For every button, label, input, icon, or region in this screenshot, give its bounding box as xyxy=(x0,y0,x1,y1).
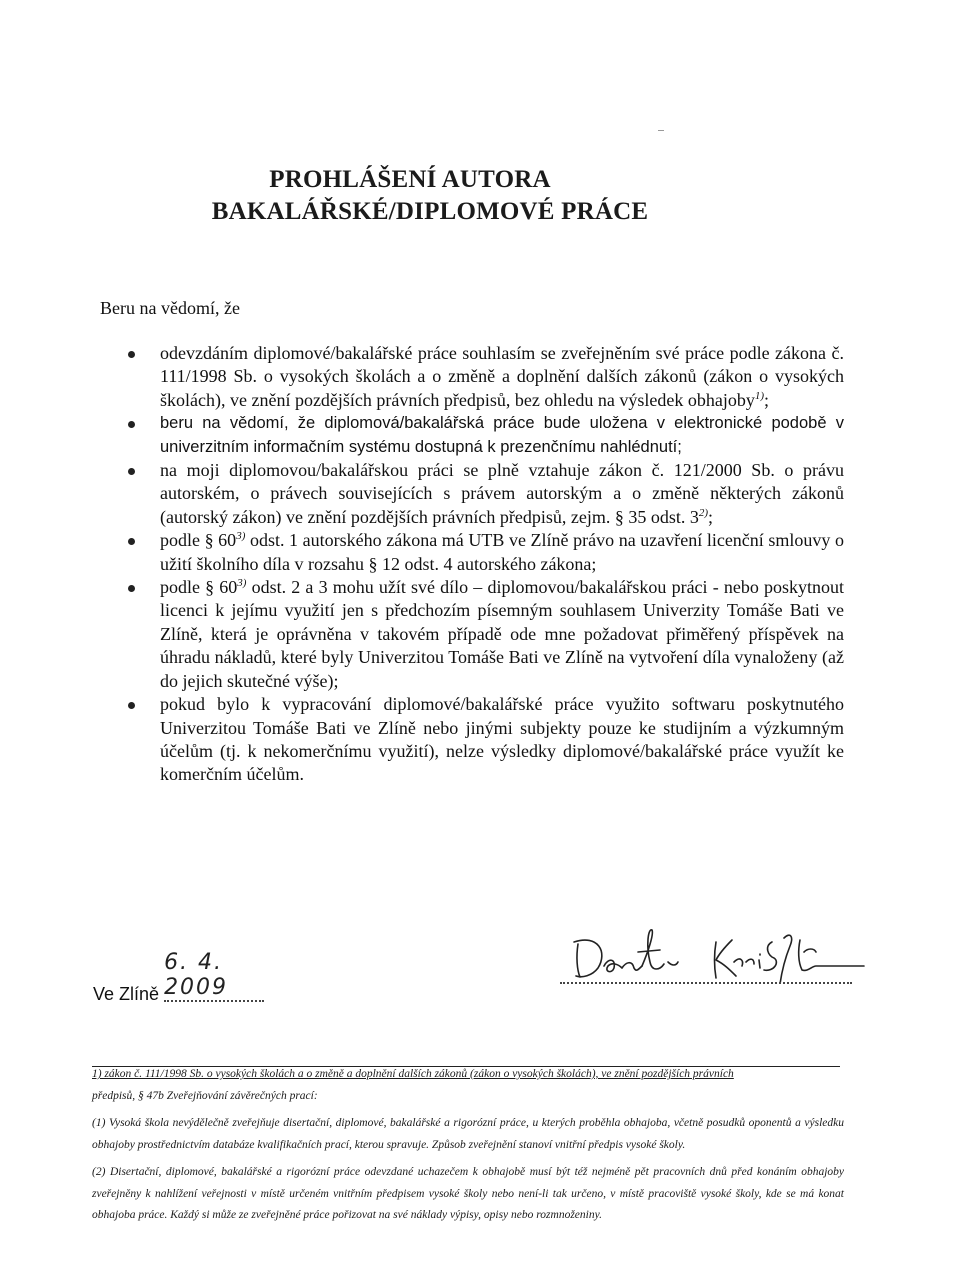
bullet-icon xyxy=(128,421,135,428)
list-item-text: podle § 60$^{3)}$ odst. 1 autorského zákona má UTB ve Zlíně právo na uzavření licenční smlouvy o užití školního díla v rozsahu § 12 odst. 4 autorského zákona; xyxy=(160,530,844,574)
footnotes xyxy=(92,1064,844,1233)
document-title-line2: BAKALÁŘSKÉ/DIPLOMOVÉ PRÁCE xyxy=(211,198,649,225)
handwritten-signature xyxy=(568,922,868,984)
bullet-icon xyxy=(128,538,135,545)
document-title-line1: PROHLÁŠENÍ AUTORA xyxy=(269,166,551,193)
list-item-text: beru na vědomí, že diplomová/bakalářská práce bude uložena v elektronické podobě v univerzitním informačním systému dostupná k prezenčnímu nahlédnutí; xyxy=(160,414,844,456)
intro-text: Beru na vědomí, že xyxy=(100,298,240,318)
list-item xyxy=(128,693,844,787)
list-item-text: pokud bylo k vypracování diplomové/bakalářské práce využito softwaru poskytnutého Univerzitou Tomáše Bati ve Zlíně nebo jinými subjekty pouze ke studijním a výzkumným účelům (tj. k nekomerčnímu využití), nelze výsledky diplomové/bakalářské práce využít ke komerčním účelům. xyxy=(160,694,844,785)
footnote-1-paragraph-2: (2) Disertační, diplomové, bakalářské a rigorózní práce odevzdané uchazečem k obhajobě musí být též nejméně pět pracovních dnů před konáním obhajoby zveřejněny k nahlížení veřejnosti v místě určeném vnitřním předpisem vysoké školy nebo není-li tak určeno, v místě pracoviště vysoké školy, kde se má konat obhajoba práce. Každý si může ze zveřejněné práce pořizovat na své náklady výpisy, opisy nebo rozmnoženiny. xyxy=(92,1166,844,1221)
list-item xyxy=(128,412,844,459)
list-item-text: odevzdáním diplomové/bakalářské práce souhlasím se zveřejněním své práce podle zákona č. 111/1998 Sb. o vysokých školách a o změně a doplnění dalších zákonů (zákon o vysokých školách), ve znění pozdějších právních předpisů, bez ohledu na výsledek obhajoby$^{1)}$; xyxy=(160,343,844,410)
handwritten-date: 6. 4. 2009 xyxy=(164,950,264,1002)
list-item xyxy=(128,529,844,576)
bullet-icon xyxy=(128,585,135,592)
list-item xyxy=(128,342,844,412)
place-date-line xyxy=(93,950,264,1008)
list-item-text: podle § 60$^{3)}$ odst. 2 a 3 mohu užít své dílo – diplomovou/bakalářskou práci - nebo poskytnout licenci k jejímu využití jen s předchozím písemným souhlasem Univerzity Tomáše Bati ve Zlíně, která je oprávněna v takovém případě ode mne požadovat přiměřený příspěvek na úhradu nákladů, které byly Univerzitou Tomáše Bati ve Zlíně na vytvoření díla vynaloženy (až do jejich skutečné výše); xyxy=(160,577,844,691)
bullet-icon xyxy=(128,702,135,709)
place-label: Ve Zlíně xyxy=(93,984,160,1004)
footnote-1-paragraph-1: (1) Vysoká škola nevýdělečně zveřejňuje disertační, diplomové, bakalářské a rigorózní práce, u kterých proběhla obhajoba, včetně posudků oponentů a výsledku obhajoby prostřednictvím databáze kvalifikačních prací, kterou spravuje. Způsob zveřejnění stanoví vnitřní předpis vysoké školy. xyxy=(92,1117,844,1151)
list-item xyxy=(128,459,844,529)
bullet-icon xyxy=(128,468,135,475)
declaration-list xyxy=(128,342,844,787)
list-item xyxy=(128,576,844,693)
footnote-1-heading-cont: předpisů, § 47b Zveřejňování závěrečných prací: xyxy=(92,1089,318,1102)
list-item-text: na moji diplomovou/bakalářskou práci se plně vztahuje zákon č. 121/2000 Sb. o právu autorském, o právech souvisejících s právem autorským a o změně některých zákonů (autorský zákon) ve znění pozdějších právních předpisů, zejm. § 35 odst. 3$^{2)}$; xyxy=(160,460,844,527)
signature-line xyxy=(560,982,852,984)
scan-artifact xyxy=(658,130,664,131)
footnote-1-heading: 1) zákon č. 111/1998 Sb. o vysokých školách a o změně a doplnění dalších zákonů (zákon o vysokých školách), ve znění pozdějších právních xyxy=(92,1068,734,1080)
bullet-icon xyxy=(128,351,135,358)
